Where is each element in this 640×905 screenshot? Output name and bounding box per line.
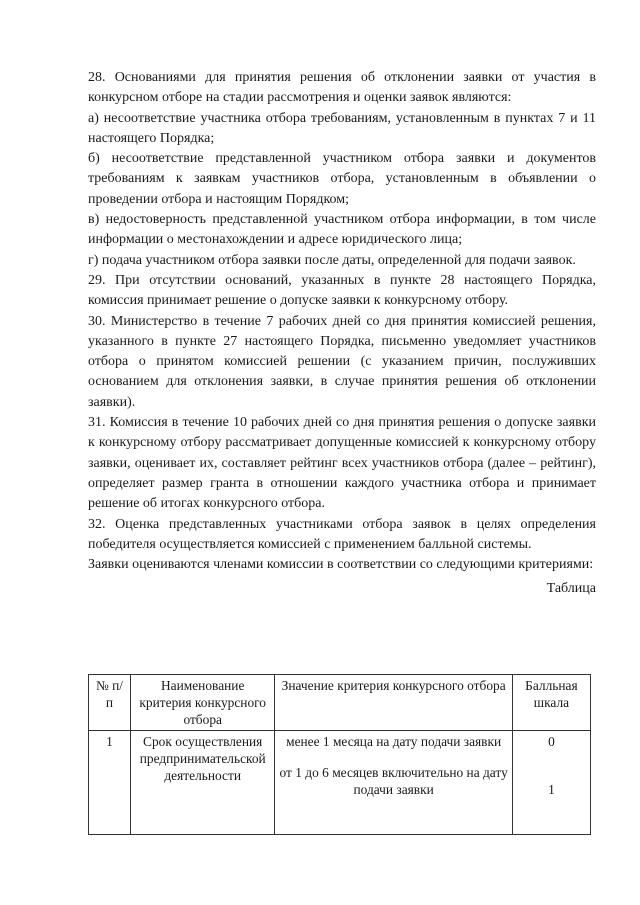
criterion-value-1: менее 1 месяца на дату подачи заявки [286, 734, 502, 749]
paragraph-29: 29. При отсутствии оснований, указанных в пункте 28 настоящего Порядка, комиссия принимает решение о допуске заявки к конкурсному отбору. [88, 272, 596, 309]
table-header-row [89, 675, 591, 731]
header-scale: Балльная шкала [512, 675, 590, 731]
paragraph-28-b: б) несоответствие представленной участником отбора заявки и документов требованиям к заявкам участников отбора, установленным в объявлении о проведении отбора и настоящим Порядком; [88, 151, 596, 207]
score-gap-b [517, 767, 586, 781]
criterion-score-2: 1 [548, 782, 555, 797]
header-num: № п/п [89, 675, 131, 731]
paragraph-criteria-intro: Заявки оцениваются членами комиссии в соответствии со следующими критериями: [88, 557, 594, 573]
row-criterion-name: Срок осуществления предпринимательской деятельности [130, 731, 275, 835]
paragraph-31: 31. Комиссия в течение 10 рабочих дней со дня принятия решения о допуске заявки к конкурсному отбору рассматривает допущенные комиссией к конкурсному отбору заявки, оценивает их, составляет рейтинг всех участников отбора (далее – рейтинг), определяет размер гранта в отношении каждого участника отбора и принимает решение об итогах конкурсного отбора. [88, 415, 596, 512]
criterion-score-1: 0 [548, 734, 555, 749]
row-criterion-values [275, 731, 512, 835]
paragraph-28: 28. Основаниями для принятия решения об отклонении заявки от участия в конкурсном отборе на стадии рассмотрения и оценки заявок являются: [88, 70, 596, 106]
table-caption: Таблица [546, 581, 596, 597]
row-criterion-scores [512, 731, 590, 835]
paragraph-28-g: г) подача участником отбора заявки после даты, определенной для подачи заявок. [88, 252, 576, 268]
paragraph-30: 30. Министерство в течение 7 рабочих дней со дня принятия комиссией решения, указанного в пункте 27 настоящего Порядка, письменно уведомляет участников отбора о принятом комиссией решении (с указанием причин, послуживших основанием для отклонения заявки, в случае принятия решения об отклонении заявки). [88, 313, 596, 410]
criteria-table [88, 674, 591, 835]
header-value: Значение критерия конкурсного отбора [275, 675, 512, 731]
paragraph-28-a: а) несоответствие участника отбора требованиям, установленным в пунктах 7 и 11 настоящего Порядка; [88, 110, 596, 146]
criterion-value-2: от 1 до 6 месяцев включительно на дату подачи заявки [279, 765, 508, 797]
paragraph-28-v: в) недостоверность представленной участником отбора информации, в том числе информации о местонахождении и адресе юридического лица; [88, 212, 596, 248]
document-body [88, 68, 596, 600]
row-num: 1 [89, 731, 131, 835]
paragraph-32: 32. Оценка представленных участниками отбора заявок в целях определения победителя осуществляется комиссией с применением балльной системы. [88, 516, 596, 552]
score-gap-a [517, 750, 586, 767]
header-name: Наименование критерия конкурсного отбора [130, 675, 275, 731]
value-gap [279, 750, 507, 764]
table-row [89, 731, 591, 835]
